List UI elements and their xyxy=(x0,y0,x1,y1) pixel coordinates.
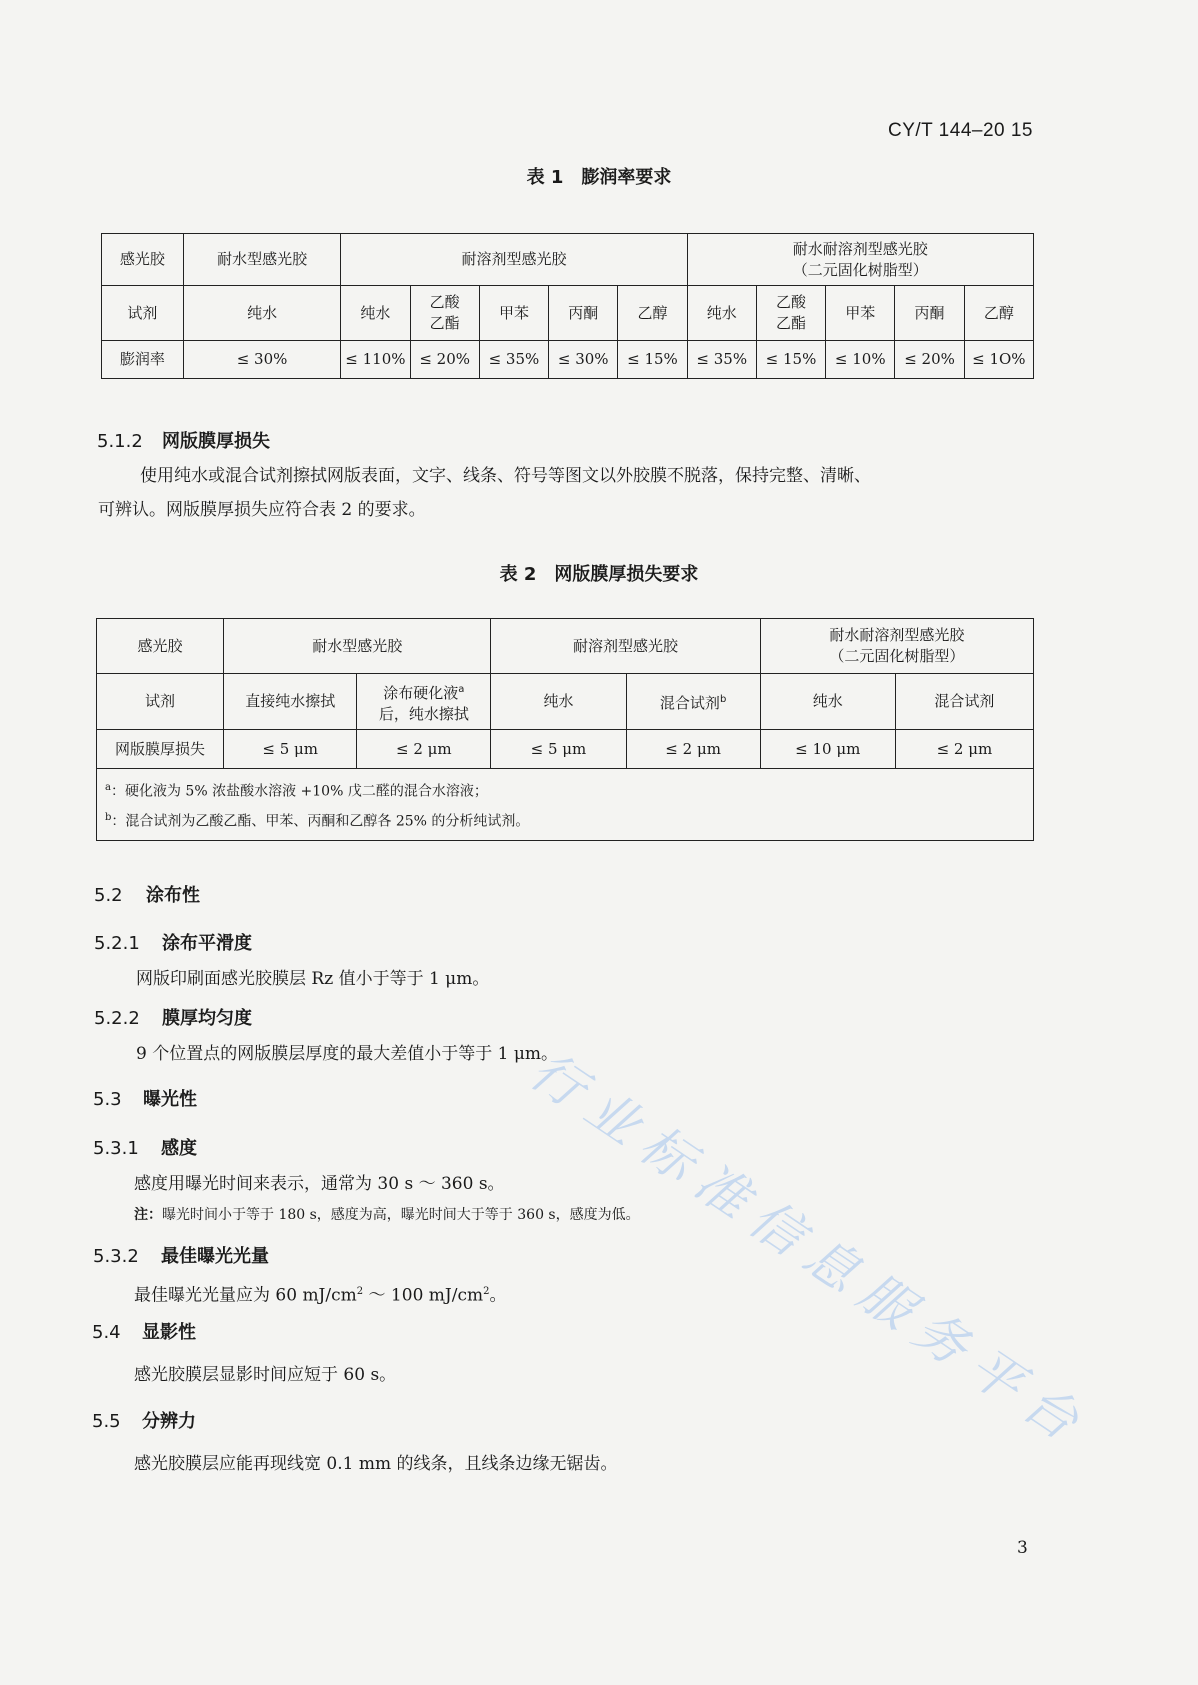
paragraph: 感光胶膜层应能再现线宽 0.1 mm 的线条，且线条边缘无锯齿。 xyxy=(134,1454,618,1474)
t1-reagent-cell: 乙醇 xyxy=(964,286,1033,341)
t2-reagent-cell: 直接纯水擦拭 xyxy=(224,674,357,730)
section-title: 涂布平滑度 xyxy=(162,933,252,954)
paragraph xyxy=(134,1275,506,1313)
t2-row-label-loss: 网版膜厚损失 xyxy=(97,730,224,769)
section-5-4-heading xyxy=(92,1318,196,1344)
t1-value-cell: ≤ 20% xyxy=(895,341,964,379)
t1-row-label-reagent: 试剂 xyxy=(102,286,184,341)
t1-header-both-sub: （二元固化树脂型） xyxy=(792,260,928,279)
t2-footnotes xyxy=(97,769,1034,841)
t2-value-cell: ≤ 2 μm xyxy=(626,730,760,769)
paragraph: 感光胶膜层显影时间应短于 60 s。 xyxy=(134,1365,397,1385)
t1-reagent-line: 乙酸 xyxy=(776,293,807,311)
film-loss-table xyxy=(96,618,1034,841)
t2-footnote-a xyxy=(105,775,1025,805)
t2-header-both-sub: （二元固化树脂型） xyxy=(829,647,965,665)
paragraph-text: 最佳曝光光量应为 60 mJ/cm xyxy=(134,1285,357,1306)
t1-value-cell: ≤ 20% xyxy=(410,341,479,379)
table1-caption-number: 表 1 xyxy=(526,167,564,188)
t1-value-cell: ≤ 30% xyxy=(549,341,618,379)
standard-code: CY/T 144–20 15 xyxy=(887,120,1033,141)
page-number: 3 xyxy=(1017,1538,1028,1558)
t1-value-cell: ≤ 110% xyxy=(341,341,410,379)
note xyxy=(134,1204,640,1224)
section-5-3-heading xyxy=(93,1085,197,1111)
section-5-2-1-heading xyxy=(94,929,252,955)
table2-caption-title: 网版膜厚损失要求 xyxy=(554,564,699,585)
t1-header-both-title: 耐水耐溶剂型感光胶 xyxy=(792,239,928,258)
section-5-1-2-heading xyxy=(97,427,270,453)
paragraph: 网版印刷面感光胶膜层 Rz 值小于等于 1 μm。 xyxy=(136,969,490,989)
t2-header-both xyxy=(760,619,1033,674)
t1-reagent-line: 乙酸 xyxy=(429,293,460,311)
section-5-2-heading xyxy=(94,881,200,907)
section-title: 膜厚均匀度 xyxy=(162,1008,252,1029)
t1-reagent-cell: 纯水 xyxy=(687,286,756,341)
t1-reagent-cell: 乙醇 xyxy=(618,286,687,341)
section-number: 5.1.2 xyxy=(97,431,143,452)
section-title: 曝光性 xyxy=(143,1089,197,1110)
section-number: 5.2 xyxy=(94,885,123,906)
t1-header-water: 耐水型感光胶 xyxy=(183,234,340,286)
t1-value-cell: ≤ 30% xyxy=(183,341,340,379)
section-5-5-heading xyxy=(92,1407,196,1433)
section-title: 感度 xyxy=(161,1138,197,1159)
section-5-2-2-heading xyxy=(94,1004,252,1030)
footnote-text: ：混合试剂为乙酸乙酯、甲苯、丙酮和乙醇各 25% 的分析纯试剂。 xyxy=(111,813,530,830)
paragraph: 可辨认。网版膜厚损失应符合表 2 的要求。 xyxy=(98,500,426,520)
t1-value-cell: ≤ 15% xyxy=(756,341,825,379)
t1-reagent-cell: 丙酮 xyxy=(895,286,964,341)
table1-caption xyxy=(0,163,1198,189)
paragraph: 感度用曝光时间来表示，通常为 30 s ～ 360 s。 xyxy=(134,1174,505,1194)
section-number: 5.2.2 xyxy=(94,1008,140,1029)
t2-reagent-cell: 混合试剂 xyxy=(895,674,1033,730)
section-title: 显影性 xyxy=(142,1322,196,1343)
t2-reagent-cell: 纯水 xyxy=(760,674,895,730)
t1-header-photoresist: 感光胶 xyxy=(102,234,184,286)
t1-value-cell: ≤ 10% xyxy=(826,341,895,379)
table1-caption-title: 膨润率要求 xyxy=(581,167,672,188)
swelling-rate-table xyxy=(101,233,1034,379)
t2-value-cell: ≤ 2 μm xyxy=(895,730,1033,769)
section-number: 5.3.2 xyxy=(93,1246,139,1267)
section-number: 5.3.1 xyxy=(93,1138,139,1159)
t2-row-label-reagent: 试剂 xyxy=(97,674,224,730)
superscript: 2 xyxy=(356,1286,364,1297)
t1-value-cell: ≤ 35% xyxy=(687,341,756,379)
t2-header-both-title: 耐水耐溶剂型感光胶 xyxy=(829,626,965,644)
t2-footnote-b xyxy=(105,805,1025,835)
footnote-marker: a xyxy=(105,782,111,793)
t1-reagent-cell: 丙酮 xyxy=(549,286,618,341)
section-5-3-1-heading xyxy=(93,1134,197,1160)
t2-reagent-cell: 纯水 xyxy=(491,674,626,730)
t2-value-cell: ≤ 5 μm xyxy=(224,730,357,769)
table2-caption-number: 表 2 xyxy=(499,564,537,585)
section-title: 涂布性 xyxy=(146,885,200,906)
section-number: 5.3 xyxy=(93,1089,122,1110)
t1-reagent-line: 乙酯 xyxy=(429,314,460,332)
section-title: 分辨力 xyxy=(142,1411,196,1432)
t1-row-label-swell: 膨润率 xyxy=(102,341,184,379)
t1-value-cell: ≤ 35% xyxy=(479,341,548,379)
t2-reagent-cell xyxy=(626,674,760,730)
paragraph-text: 。 xyxy=(489,1285,507,1306)
footnote-marker: b xyxy=(105,811,112,823)
t2-reagent-line: 涂布硬化液 xyxy=(383,683,459,702)
t1-reagent-cell: 纯水 xyxy=(341,286,410,341)
footnote-marker: a xyxy=(458,683,465,695)
paragraph: 9 个位置点的网版膜层厚度的最大差值小于等于 1 μm。 xyxy=(136,1044,559,1064)
t2-reagent-line: 后，纯水擦拭 xyxy=(378,704,469,723)
footnote-text: ：硬化液为 5% 浓盐酸水溶液 +10% 戊二醛的混合水溶液； xyxy=(110,783,488,800)
section-number: 5.5 xyxy=(92,1411,121,1432)
t1-reagent-cell: 甲苯 xyxy=(826,286,895,341)
section-number: 5.4 xyxy=(92,1322,121,1343)
section-5-3-2-heading xyxy=(93,1242,269,1268)
section-title: 网版膜厚损失 xyxy=(162,431,270,452)
note-text: 曝光时间小于等于 180 s，感度为高，曝光时间大于等于 360 s，感度为低。 xyxy=(162,1207,640,1223)
t2-header-photoresist: 感光胶 xyxy=(97,619,224,674)
t1-reagent-cell: 纯水 xyxy=(183,286,340,341)
note-label: 注： xyxy=(134,1207,162,1223)
section-number: 5.2.1 xyxy=(94,933,140,954)
t2-value-cell: ≤ 5 μm xyxy=(491,730,626,769)
t1-header-solvent: 耐溶剂型感光胶 xyxy=(341,234,687,286)
t2-header-water: 耐水型感光胶 xyxy=(224,619,491,674)
t1-reagent-line: 乙酯 xyxy=(776,314,807,332)
paragraph: 使用纯水或混合试剂擦拭网版表面，文字、线条、符号等图文以外胶膜不脱落，保持完整、清晰、 xyxy=(140,466,871,486)
t1-value-cell: ≤ 1O% xyxy=(964,341,1033,379)
superscript: 2 xyxy=(483,1286,490,1297)
t1-reagent-cell: 甲苯 xyxy=(479,286,548,341)
section-title: 最佳曝光光量 xyxy=(161,1246,269,1267)
footnote-marker: b xyxy=(719,694,727,705)
paragraph-text: ～ 100 mJ/cm xyxy=(363,1285,484,1306)
t2-value-cell: ≤ 2 μm xyxy=(357,730,491,769)
t2-value-cell: ≤ 10 μm xyxy=(760,730,895,769)
t1-header-both xyxy=(687,234,1033,286)
t1-value-cell: ≤ 15% xyxy=(618,341,687,379)
table2-caption xyxy=(0,560,1198,586)
t2-reagent-cell xyxy=(357,674,491,730)
t2-header-solvent: 耐溶剂型感光胶 xyxy=(491,619,760,674)
t1-reagent-cell xyxy=(756,286,825,341)
t1-reagent-cell xyxy=(410,286,479,341)
t2-reagent-text: 混合试剂 xyxy=(659,694,720,712)
watermark: 行业标准信息服务平台 xyxy=(519,1040,1100,1460)
